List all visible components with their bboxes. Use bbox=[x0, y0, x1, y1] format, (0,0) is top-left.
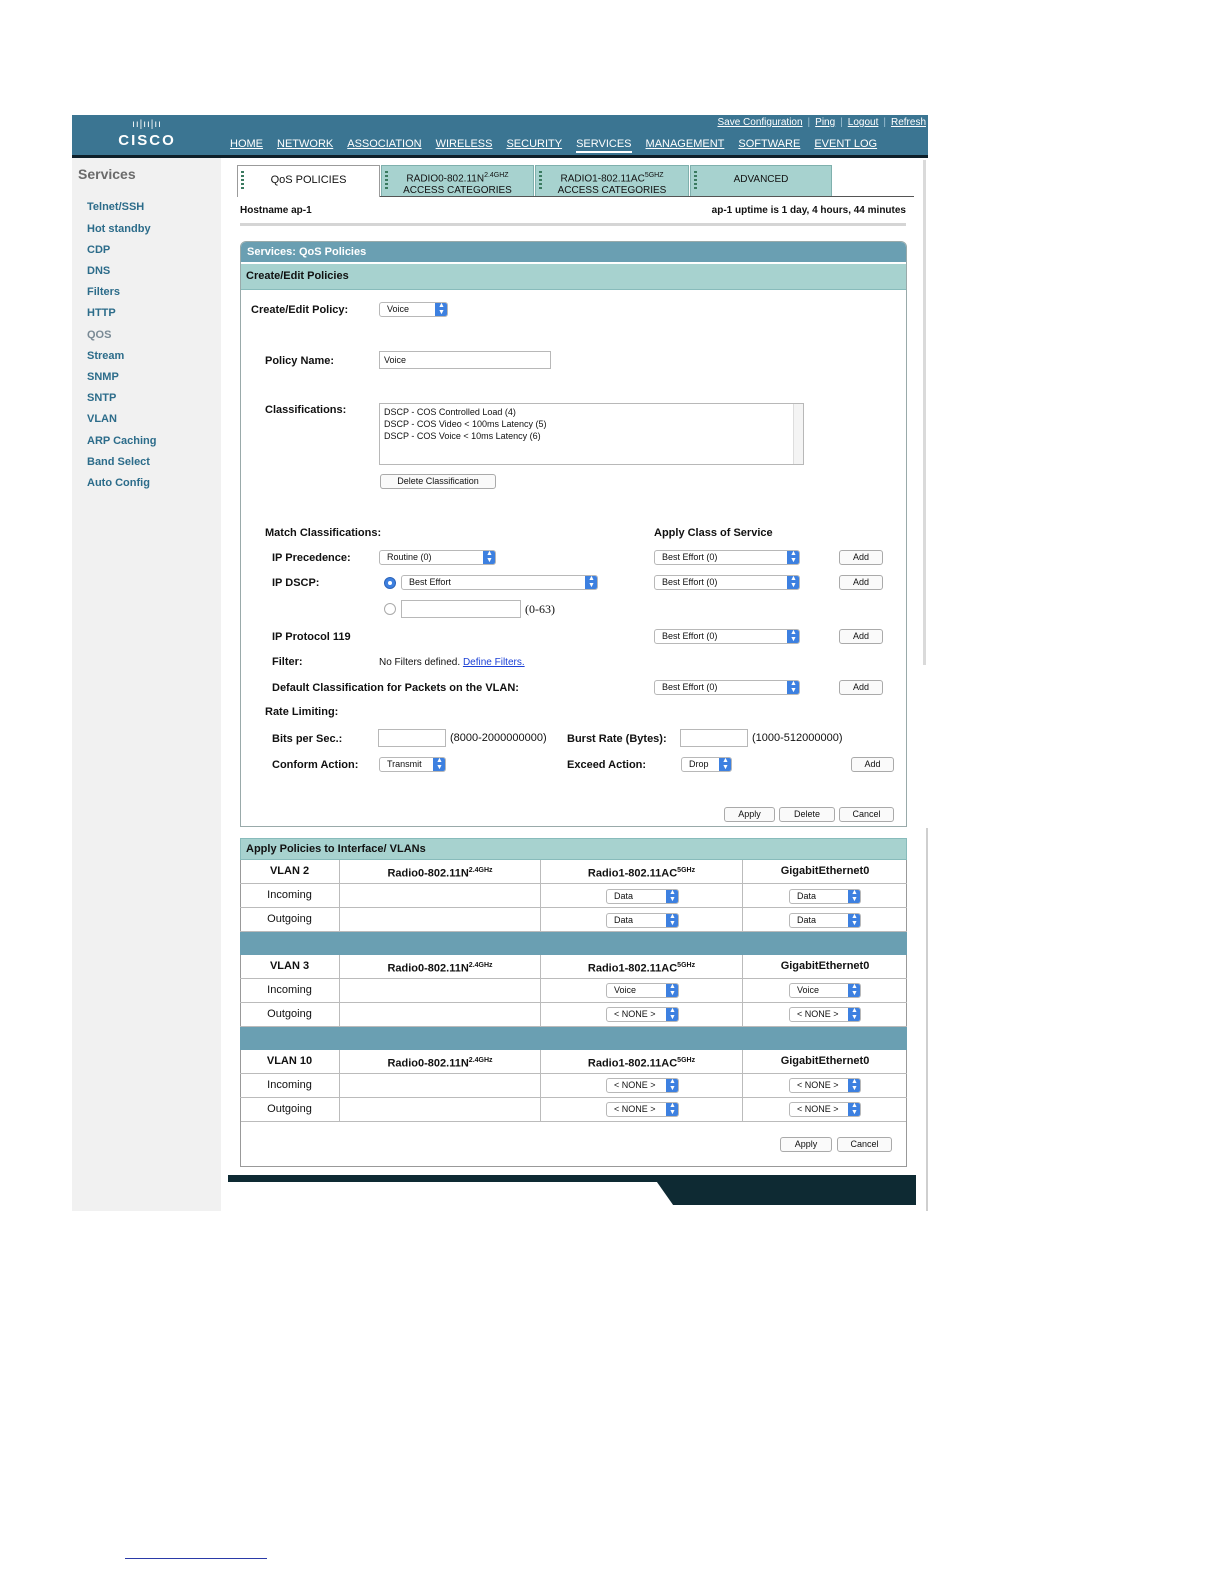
vlan2-gig-outgoing-value: Data bbox=[797, 915, 817, 925]
vlan-name: VLAN 10 bbox=[240, 1050, 340, 1073]
policy-name-label: Policy Name: bbox=[265, 355, 335, 367]
host-divider bbox=[240, 223, 906, 226]
vlan-name: VLAN 2 bbox=[240, 860, 340, 883]
sidebar-item-vlan[interactable]: VLAN bbox=[87, 413, 117, 425]
select-arrows-icon: ▲ ▼ bbox=[848, 983, 861, 998]
sidebar-item-stream[interactable]: Stream bbox=[87, 350, 125, 362]
sidebar-item-auto-config[interactable]: Auto Config bbox=[87, 477, 150, 489]
gig-header: GigabitEthernet0 bbox=[780, 865, 870, 877]
top-links: Save Configuration | Ping | Logout | Refresh bbox=[717, 117, 926, 128]
create-edit-policy-label: Create/Edit Policy: bbox=[251, 304, 349, 316]
vlan2-radio1-incoming-value: Data bbox=[614, 891, 634, 901]
tab-radio0-line2: ACCESS CATEGORIES bbox=[403, 185, 512, 197]
tab-grip-icon bbox=[539, 171, 542, 189]
radio1-header bbox=[541, 1050, 743, 1073]
radio0-incoming-cell bbox=[340, 979, 541, 1002]
sidebar-item-dns[interactable]: DNS bbox=[87, 265, 111, 277]
sidebar-item-qos[interactable]: QOS bbox=[87, 329, 112, 341]
exceed-action-value: Drop bbox=[689, 759, 709, 769]
conform-action-value: Transmit bbox=[387, 759, 422, 769]
rate-limiting-label: Rate Limiting: bbox=[265, 706, 339, 718]
sidebar-item-band-select[interactable]: Band Select bbox=[87, 456, 150, 468]
select-arrows-icon: ▲ ▼ bbox=[787, 629, 800, 644]
default-cos-value: Best Effort (0) bbox=[662, 682, 718, 692]
vlan3-gig-incoming-select[interactable] bbox=[789, 983, 861, 998]
select-arrows-icon: ▲ ▼ bbox=[433, 757, 446, 772]
select-arrows-icon: ▲ ▼ bbox=[719, 757, 732, 772]
logout-link[interactable]: Logout bbox=[847, 117, 879, 128]
policy-apply-button[interactable]: Apply bbox=[724, 807, 775, 822]
ip-dscp-select[interactable] bbox=[401, 575, 598, 590]
default-add-button[interactable]: Add bbox=[839, 680, 883, 695]
bits-per-sec-range: (8000-2000000000) bbox=[450, 732, 547, 744]
policy-cancel-button[interactable]: Cancel bbox=[839, 807, 894, 822]
refresh-link[interactable]: Refresh bbox=[890, 117, 926, 128]
radio0-header-label: Radio0-802.11N bbox=[387, 962, 469, 975]
vlan3-gig-incoming-value: Voice bbox=[797, 985, 820, 995]
default-cos-select[interactable] bbox=[654, 680, 800, 695]
radio0-incoming-cell bbox=[340, 884, 541, 907]
nav-software[interactable]: SOFTWARE bbox=[738, 138, 801, 150]
vlan10-gig-incoming-select[interactable] bbox=[789, 1078, 861, 1093]
ip-dscp-preset-radio[interactable] bbox=[384, 577, 396, 589]
radio0-incoming-cell bbox=[340, 1074, 541, 1097]
radio1-header-sup: 5GHz bbox=[677, 867, 696, 874]
ip-dscp-label: IP DSCP: bbox=[272, 577, 320, 589]
sidebar-item-arp-caching[interactable]: ARP Caching bbox=[87, 435, 157, 447]
select-arrows-icon: ▲ ▼ bbox=[666, 1102, 679, 1117]
tab-radio0-access-categories[interactable] bbox=[381, 165, 534, 196]
vlan-separator bbox=[240, 932, 907, 955]
ip-precedence-cos-value: Best Effort (0) bbox=[662, 552, 718, 562]
select-arrows-icon: ▲ ▼ bbox=[483, 550, 496, 565]
sidebar-title: Services bbox=[78, 166, 136, 182]
vlan3-radio1-incoming-select[interactable] bbox=[606, 983, 679, 998]
exceed-action-label: Exceed Action: bbox=[567, 759, 647, 771]
footer-tab bbox=[652, 1175, 916, 1205]
ip-dscp-add-button[interactable]: Add bbox=[839, 575, 883, 590]
create-edit-policy-select[interactable] bbox=[379, 302, 448, 317]
radio0-header-label: Radio0-802.11N bbox=[387, 867, 469, 880]
panel-subtitle: Create/Edit Policies bbox=[241, 264, 906, 290]
nav-management[interactable]: MANAGEMENT bbox=[645, 138, 725, 150]
select-arrows-icon: ▲ ▼ bbox=[848, 1102, 861, 1117]
vlan10-radio1-outgoing-value: < NONE > bbox=[614, 1104, 656, 1114]
radio0-header bbox=[340, 860, 541, 883]
save-configuration-link[interactable]: Save Configuration bbox=[717, 117, 803, 128]
ip-precedence-cos-select[interactable] bbox=[654, 550, 800, 565]
vlan10-gig-incoming-value: < NONE > bbox=[797, 1080, 839, 1090]
tab-radio0-line1: RADIO0-802.11N bbox=[406, 173, 485, 185]
classification-item[interactable]: DSCP - COS Voice < 10ms Latency (6) bbox=[384, 431, 541, 441]
incoming-label: Incoming bbox=[240, 1074, 340, 1097]
tab-baseline bbox=[380, 196, 914, 197]
ip-precedence-add-button[interactable]: Add bbox=[839, 550, 883, 565]
incoming-label: Incoming bbox=[240, 884, 340, 907]
radio0-outgoing-cell bbox=[340, 908, 541, 931]
define-filters-link[interactable]: Define Filters. bbox=[462, 657, 525, 668]
select-arrows-icon: ▲ ▼ bbox=[848, 1007, 861, 1022]
radio0-header-label: Radio0-802.11N bbox=[387, 1057, 469, 1070]
radio1-header-label: Radio1-802.11AC bbox=[587, 962, 678, 975]
select-arrows-icon: ▲ ▼ bbox=[848, 889, 861, 904]
ip-dscp-cos-select[interactable] bbox=[654, 575, 800, 590]
select-arrows-icon: ▲ ▼ bbox=[585, 575, 598, 590]
gig-header: GigabitEthernet0 bbox=[780, 1055, 870, 1067]
select-arrows-icon: ▲ ▼ bbox=[848, 913, 861, 928]
radio0-header-sup: 2.4GHz bbox=[468, 962, 493, 969]
footnote-rule bbox=[125, 1558, 267, 1559]
vlan10-radio1-incoming-select[interactable] bbox=[606, 1078, 679, 1093]
tab-radio1-line1: RADIO1-802.11AC bbox=[560, 173, 645, 185]
cisco-logo bbox=[116, 118, 178, 154]
radio0-outgoing-cell bbox=[340, 1098, 541, 1121]
tab-grip-icon bbox=[694, 171, 697, 189]
dscp-range-hint: (0-63) bbox=[525, 602, 555, 616]
hostname-text: Hostname ap-1 bbox=[240, 205, 312, 216]
ip-protocol-add-button[interactable]: Add bbox=[839, 629, 883, 644]
ping-link[interactable]: Ping bbox=[815, 117, 836, 128]
vlan-name: VLAN 3 bbox=[240, 955, 340, 978]
burst-rate-input[interactable] bbox=[680, 729, 748, 747]
table-row bbox=[240, 955, 907, 979]
outgoing-label: Outgoing bbox=[240, 1003, 340, 1026]
sidebar-item-cdp[interactable]: CDP bbox=[87, 244, 111, 256]
main-nav bbox=[230, 138, 891, 150]
vlan-separator bbox=[240, 1027, 907, 1050]
window-scrollbar[interactable] bbox=[923, 160, 926, 665]
radio1-header bbox=[541, 860, 743, 883]
filter-status-text: No Filters defined. bbox=[379, 657, 461, 668]
radio0-outgoing-cell bbox=[340, 1003, 541, 1026]
sidebar-item-sntp[interactable]: SNTP bbox=[87, 392, 117, 404]
ip-precedence-value: Routine (0) bbox=[387, 552, 432, 562]
classification-item[interactable]: DSCP - COS Video < 100ms Latency (5) bbox=[384, 419, 547, 429]
burst-rate-range: (1000-512000000) bbox=[752, 732, 843, 744]
cisco-logo-bars: ıı|ıı|ıı bbox=[132, 119, 162, 130]
sidebar-item-hot-standby[interactable]: Hot standby bbox=[87, 223, 151, 235]
vlan3-gig-outgoing-select[interactable] bbox=[789, 1007, 861, 1022]
interfaces-cancel-button[interactable]: Cancel bbox=[837, 1137, 892, 1152]
burst-rate-label: Burst Rate (Bytes): bbox=[567, 733, 667, 745]
vlan2-gig-incoming-value: Data bbox=[797, 891, 817, 901]
ip-dscp-value: Best Effort bbox=[409, 577, 451, 587]
cisco-logo-word: CISCO bbox=[118, 132, 176, 149]
select-arrows-icon: ▲ ▼ bbox=[787, 680, 800, 695]
vlan2-radio1-outgoing-select[interactable] bbox=[606, 913, 679, 928]
tab-radio1-sup: 5GHZ bbox=[644, 172, 664, 179]
vlan2-gig-outgoing-select[interactable] bbox=[789, 913, 861, 928]
radio0-header-sup: 2.4GHz bbox=[468, 867, 493, 874]
uptime-text: ap-1 uptime is 1 day, 4 hours, 44 minutes bbox=[711, 205, 906, 216]
ip-protocol-cos-select[interactable] bbox=[654, 629, 800, 644]
panel-title: Services: QoS Policies bbox=[241, 242, 906, 262]
vlan2-radio1-incoming-select[interactable] bbox=[606, 889, 679, 904]
classifications-list[interactable] bbox=[379, 403, 804, 465]
tab-grip-icon bbox=[385, 171, 388, 189]
nav-security[interactable]: SECURITY bbox=[506, 138, 563, 150]
rate-limit-add-button[interactable]: Add bbox=[851, 757, 894, 772]
sidebar-item-telnet-ssh[interactable]: Telnet/SSH bbox=[87, 201, 145, 213]
radio0-header-sup: 2.4GHz bbox=[468, 1057, 493, 1064]
select-arrows-icon: ▲ ▼ bbox=[666, 1007, 679, 1022]
select-arrows-icon: ▲ ▼ bbox=[848, 1078, 861, 1093]
interfaces-title: Apply Policies to Interface/ VLANs bbox=[240, 838, 907, 860]
conform-action-label: Conform Action: bbox=[272, 759, 359, 771]
window-edge bbox=[926, 828, 928, 1211]
filter-label: Filter: bbox=[272, 656, 303, 668]
ip-dscp-custom-radio[interactable] bbox=[384, 603, 396, 615]
classification-item[interactable]: DSCP - COS Controlled Load (4) bbox=[384, 407, 516, 417]
sidebar-item-filters[interactable]: Filters bbox=[87, 286, 121, 298]
vlan10-gig-outgoing-value: < NONE > bbox=[797, 1104, 839, 1114]
ip-protocol-cos-value: Best Effort (0) bbox=[662, 631, 718, 641]
match-classifications-label: Match Classifications: bbox=[265, 527, 382, 539]
tab-qos-policies-label: QoS POLICIES bbox=[270, 174, 347, 186]
policy-name-input[interactable]: Voice bbox=[379, 351, 551, 369]
tab-radio1-line2: ACCESS CATEGORIES bbox=[557, 185, 667, 197]
tab-radio1-access-categories[interactable] bbox=[535, 165, 689, 196]
outgoing-label: Outgoing bbox=[240, 908, 340, 931]
filter-status bbox=[379, 657, 525, 668]
classifications-label: Classifications: bbox=[265, 404, 347, 416]
tab-grip-icon bbox=[241, 171, 244, 189]
apply-class-of-service-label: Apply Class of Service bbox=[654, 527, 773, 539]
table-row bbox=[240, 1050, 907, 1074]
bits-per-sec-input[interactable] bbox=[378, 729, 446, 747]
radio0-header bbox=[340, 955, 541, 978]
ip-precedence-select[interactable] bbox=[379, 550, 496, 565]
tab-advanced-label: ADVANCED bbox=[733, 174, 789, 185]
nav-home[interactable]: HOME bbox=[230, 138, 263, 150]
bits-per-sec-label: Bits per Sec.: bbox=[272, 733, 343, 745]
select-arrows-icon: ▲ ▼ bbox=[787, 575, 800, 590]
ip-dscp-cos-value: Best Effort (0) bbox=[662, 577, 718, 587]
radio1-header bbox=[541, 955, 743, 978]
nav-services[interactable]: SERVICES bbox=[576, 138, 631, 153]
radio0-header bbox=[340, 1050, 541, 1073]
vlan2-radio1-outgoing-value: Data bbox=[614, 915, 634, 925]
vlan10-gig-outgoing-select[interactable] bbox=[789, 1102, 861, 1117]
vlan10-radio1-incoming-value: < NONE > bbox=[614, 1080, 656, 1090]
ip-dscp-custom-input[interactable] bbox=[401, 600, 521, 618]
radio1-header-sup: 5GHz bbox=[677, 962, 696, 969]
radio1-header-sup: 5GHz bbox=[677, 1057, 696, 1064]
delete-classification-button[interactable]: Delete Classification bbox=[380, 474, 496, 489]
nav-event-log[interactable]: EVENT LOG bbox=[814, 138, 878, 150]
tab-radio0-sup: 2.4GHZ bbox=[484, 172, 509, 179]
select-arrows-icon: ▲ ▼ bbox=[435, 302, 448, 317]
vlan3-radio1-outgoing-value: < NONE > bbox=[614, 1009, 656, 1019]
tab-advanced[interactable] bbox=[690, 165, 832, 196]
vlan3-radio1-incoming-value: Voice bbox=[614, 985, 637, 995]
vlan3-radio1-outgoing-select[interactable] bbox=[606, 1007, 679, 1022]
ip-precedence-label: IP Precedence: bbox=[272, 552, 351, 564]
radio1-header-label: Radio1-802.11AC bbox=[587, 1057, 678, 1070]
select-arrows-icon: ▲ ▼ bbox=[666, 983, 679, 998]
nav-association[interactable]: ASSOCIATION bbox=[347, 138, 422, 150]
vlan2-gig-incoming-select[interactable] bbox=[789, 889, 861, 904]
interfaces-apply-button[interactable]: Apply bbox=[780, 1137, 832, 1152]
ip-protocol-label: IP Protocol 119 bbox=[272, 631, 351, 643]
select-arrows-icon: ▲ ▼ bbox=[666, 1078, 679, 1093]
select-arrows-icon: ▲ ▼ bbox=[666, 889, 679, 904]
tab-qos-policies[interactable] bbox=[237, 165, 380, 197]
table-row bbox=[240, 860, 907, 884]
nav-network[interactable]: NETWORK bbox=[277, 138, 334, 150]
exceed-action-select[interactable] bbox=[681, 757, 732, 772]
select-arrows-icon: ▲ ▼ bbox=[666, 913, 679, 928]
create-edit-policy-value: Voice bbox=[387, 304, 410, 314]
conform-action-select[interactable] bbox=[379, 757, 446, 772]
select-arrows-icon: ▲ ▼ bbox=[787, 550, 800, 565]
radio1-header-label: Radio1-802.11AC bbox=[587, 867, 678, 880]
outgoing-label: Outgoing bbox=[240, 1098, 340, 1121]
sidebar-item-http[interactable]: HTTP bbox=[87, 307, 116, 319]
vlan3-gig-outgoing-value: < NONE > bbox=[797, 1009, 839, 1019]
list-scrollbar[interactable] bbox=[793, 404, 803, 464]
incoming-label: Incoming bbox=[240, 979, 340, 1002]
nav-wireless[interactable]: WIRELESS bbox=[435, 138, 493, 150]
sidebar-item-snmp[interactable]: SNMP bbox=[87, 371, 119, 383]
vlan10-radio1-outgoing-select[interactable] bbox=[606, 1102, 679, 1117]
policy-delete-button[interactable]: Delete bbox=[779, 807, 835, 822]
default-classification-label: Default Classification for Packets on the VLAN: bbox=[272, 682, 519, 694]
gig-header: GigabitEthernet0 bbox=[780, 960, 870, 972]
